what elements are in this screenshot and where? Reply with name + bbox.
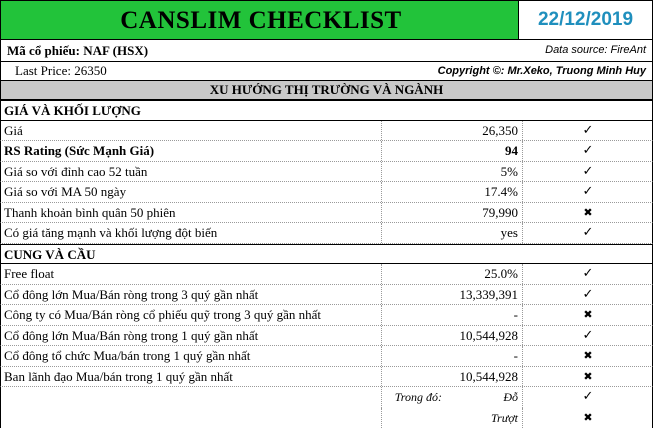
legend-row-pass bbox=[0, 387, 653, 408]
legend-row-fail bbox=[0, 408, 653, 429]
table-row bbox=[0, 182, 653, 203]
report-date: 22/12/2019 bbox=[518, 1, 652, 39]
table-row bbox=[0, 223, 653, 244]
row-label: Cổ đông lớn Mua/Bán ròng trong 1 quý gần nhất bbox=[4, 327, 259, 343]
stock-info-row bbox=[0, 40, 653, 62]
table-row bbox=[0, 162, 653, 183]
table-row bbox=[0, 305, 653, 326]
table-row bbox=[0, 141, 653, 162]
table-row bbox=[0, 367, 653, 388]
checkmark-icon: ✓ bbox=[582, 163, 594, 179]
checkmark-icon: ✓ bbox=[582, 327, 594, 343]
cross-icon: ✖ bbox=[583, 349, 593, 362]
checklist-table bbox=[0, 100, 653, 428]
price-info-row bbox=[0, 62, 653, 81]
stock-code-label: Mã cổ phiếu: NAF (HSX) bbox=[7, 43, 149, 58]
row-label: Free float bbox=[4, 266, 55, 281]
row-label: RS Rating (Sức Mạnh Giá) bbox=[4, 143, 155, 158]
checkmark-icon: ✓ bbox=[582, 143, 594, 158]
table-row bbox=[0, 285, 653, 306]
table-row bbox=[0, 326, 653, 347]
data-source-label: Data source: FireAnt bbox=[545, 44, 646, 56]
last-price-label: Last Price: 26350 bbox=[15, 63, 107, 78]
table-row bbox=[0, 264, 653, 285]
row-value: 79,990 bbox=[482, 204, 518, 220]
row-value: 10,544,928 bbox=[459, 368, 518, 384]
copyright-label: Copyright ©: Mr.Xeko, Truong Minh Huy bbox=[437, 65, 646, 77]
row-label: Ban lãnh đạo Mua/bán trong 1 quý gần nhất bbox=[4, 368, 233, 384]
title-row bbox=[0, 0, 653, 40]
table-row bbox=[0, 346, 653, 367]
group-title: CUNG VÀ CẦU bbox=[4, 246, 96, 262]
row-value: 5% bbox=[500, 163, 518, 179]
row-label: Giá bbox=[4, 122, 23, 138]
cross-icon: ✖ bbox=[583, 410, 593, 424]
row-value: - bbox=[513, 348, 518, 363]
legend-pass-label: Đỗ bbox=[503, 390, 518, 404]
checkmark-icon: ✓ bbox=[582, 266, 594, 281]
checkmark-icon: ✓ bbox=[582, 225, 594, 240]
cross-icon: ✖ bbox=[583, 369, 593, 383]
row-label: Có giá tăng mạnh và khối lượng đột biến bbox=[4, 225, 218, 240]
checkmark-icon: ✓ bbox=[582, 286, 594, 302]
row-value: 17.4% bbox=[484, 184, 518, 199]
legend-prefix: Trong đó: bbox=[394, 390, 442, 404]
row-label: Công ty có Mua/Bán ròng cổ phiếu quỹ trong 3 quý gần nhất bbox=[4, 307, 322, 322]
row-value: 10,544,928 bbox=[459, 327, 518, 343]
group-header-price-volume bbox=[0, 100, 653, 121]
cross-icon: ✖ bbox=[583, 205, 593, 219]
row-value: 13,339,391 bbox=[459, 286, 518, 302]
row-label: Giá so với đỉnh cao 52 tuần bbox=[4, 163, 148, 179]
table-row bbox=[0, 203, 653, 224]
row-value: 94 bbox=[505, 143, 518, 158]
group-title: GIÁ VÀ KHỐI LƯỢNG bbox=[4, 103, 141, 118]
table-row bbox=[0, 121, 653, 142]
group-header-supply-demand bbox=[0, 244, 653, 265]
row-label: Giá so với MA 50 ngày bbox=[4, 184, 127, 199]
row-value: 25.0% bbox=[484, 266, 518, 281]
cross-icon: ✖ bbox=[583, 308, 593, 321]
row-value: - bbox=[513, 307, 518, 322]
legend-fail-label: Trượt bbox=[491, 410, 518, 425]
row-value: 26,350 bbox=[482, 122, 518, 138]
row-label: Cổ đông tổ chức Mua/bán trong 1 quý gần nhất bbox=[4, 348, 251, 363]
market-trend-banner: XU HƯỚNG THỊ TRƯỜNG VÀ NGÀNH bbox=[0, 80, 653, 100]
checkmark-icon: ✓ bbox=[582, 389, 594, 404]
sheet-title: CANSLIM CHECKLIST bbox=[120, 7, 402, 34]
row-value: yes bbox=[500, 225, 518, 240]
row-label: Cổ đông lớn Mua/Bán ròng trong 3 quý gần nhất bbox=[4, 286, 259, 302]
checkmark-icon: ✓ bbox=[582, 184, 594, 199]
row-label: Thanh khoản bình quân 50 phiên bbox=[4, 204, 176, 220]
checkmark-icon: ✓ bbox=[582, 122, 594, 138]
